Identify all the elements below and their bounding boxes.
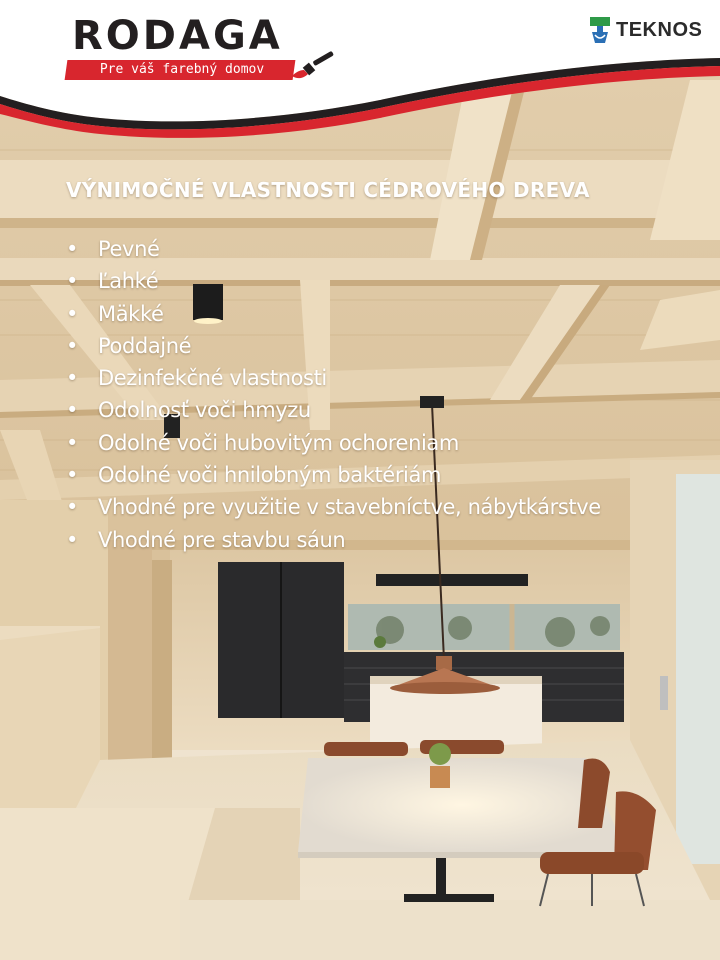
rodaga-logo: RODAGA: [72, 13, 283, 59]
header: [0, 0, 720, 140]
bullet-icon: •: [66, 398, 78, 423]
bullet-icon: •: [66, 527, 78, 552]
teknos-logo: [588, 14, 702, 46]
list-item: [66, 265, 601, 297]
list-item: [66, 233, 601, 265]
feature-text: Mäkké: [98, 301, 164, 326]
teknos-logo-text: TEKNOS: [616, 18, 703, 41]
list-item: [66, 459, 601, 491]
list-item: [66, 427, 601, 459]
list-item: [66, 330, 601, 362]
bullet-icon: •: [66, 237, 78, 261]
tagline-text: Pre váš farebný domov: [99, 62, 265, 77]
list-item: [66, 491, 601, 523]
feature-text: Odolné voči hubovitým ochoreniam: [98, 430, 459, 455]
feature-text: Ľahké: [98, 269, 159, 294]
bullet-icon: •: [66, 463, 78, 488]
bullet-icon: •: [66, 301, 78, 326]
feature-text: Vhodné pre stavbu sáun: [98, 527, 346, 552]
feature-list: [66, 233, 601, 556]
feature-text: Pevné: [98, 237, 160, 261]
list-item: [66, 394, 601, 426]
list-item: [66, 298, 601, 330]
feature-text: Dezinfekčné vlastnosti: [98, 366, 327, 391]
list-item: [66, 524, 601, 556]
slide-title: VÝNIMOČNÉ VLASTNOSTI CÉDROVÉHO DREVA: [66, 178, 590, 202]
bullet-icon: •: [66, 495, 78, 520]
feature-text: Poddajné: [98, 333, 192, 358]
bullet-icon: •: [66, 430, 78, 455]
bullet-icon: •: [66, 333, 78, 358]
paint-brush-icon: [290, 50, 336, 80]
list-item: [66, 362, 601, 394]
feature-text: Vhodné pre využitie v stavebníctve, nábytkárstve: [98, 495, 601, 520]
bullet-icon: •: [66, 366, 78, 391]
teknos-brush-icon: [588, 15, 612, 45]
feature-text: Odolné voči hnilobným baktériám: [98, 463, 442, 488]
feature-text: Odolnosť voči hmyzu: [98, 398, 311, 423]
bullet-icon: •: [66, 269, 78, 294]
